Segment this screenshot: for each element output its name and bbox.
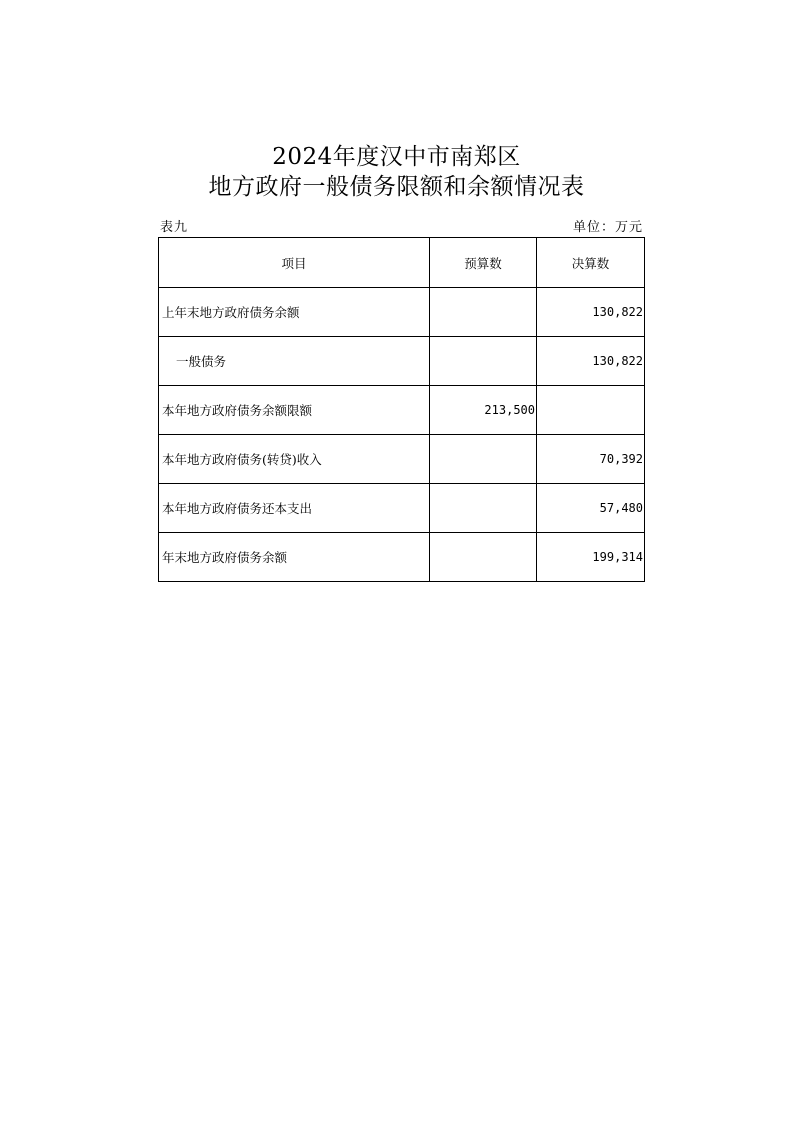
page-title-line2: 地方政府一般债务限额和余额情况表 [208, 174, 585, 200]
row-final [537, 386, 645, 435]
table-row [159, 288, 645, 337]
row-item: 上年末地方政府债务余额 [159, 288, 430, 337]
row-item: 一般债务 [159, 337, 430, 386]
page-title-line1: 2024年度汉中市南郑区 [272, 144, 521, 170]
column-header-budget: 预算数 [430, 238, 537, 288]
column-header-final: 决算数 [537, 238, 645, 288]
row-final: 57,480 [537, 484, 645, 533]
table-row [159, 386, 645, 435]
table-row [159, 337, 645, 386]
table-row [159, 484, 645, 533]
row-final: 130,822 [537, 337, 645, 386]
row-item: 年末地方政府债务余额 [159, 533, 430, 582]
row-item: 本年地方政府债务(转贷)收入 [159, 435, 430, 484]
debt-table [158, 237, 645, 582]
table-row [159, 435, 645, 484]
row-final: 199,314 [537, 533, 645, 582]
row-budget [430, 484, 537, 533]
row-item: 本年地方政府债务余额限额 [159, 386, 430, 435]
row-budget: 213,500 [430, 386, 537, 435]
row-budget [430, 337, 537, 386]
row-final: 70,392 [537, 435, 645, 484]
table-row [159, 533, 645, 582]
row-budget [430, 533, 537, 582]
column-header-item: 项目 [159, 238, 430, 288]
row-budget [430, 435, 537, 484]
row-budget [430, 288, 537, 337]
unit-label: 单位：万元 [572, 220, 643, 235]
row-final: 130,822 [537, 288, 645, 337]
table-number: 表九 [160, 220, 189, 235]
row-item: 本年地方政府债务还本支出 [159, 484, 430, 533]
table-header-row [159, 238, 645, 288]
